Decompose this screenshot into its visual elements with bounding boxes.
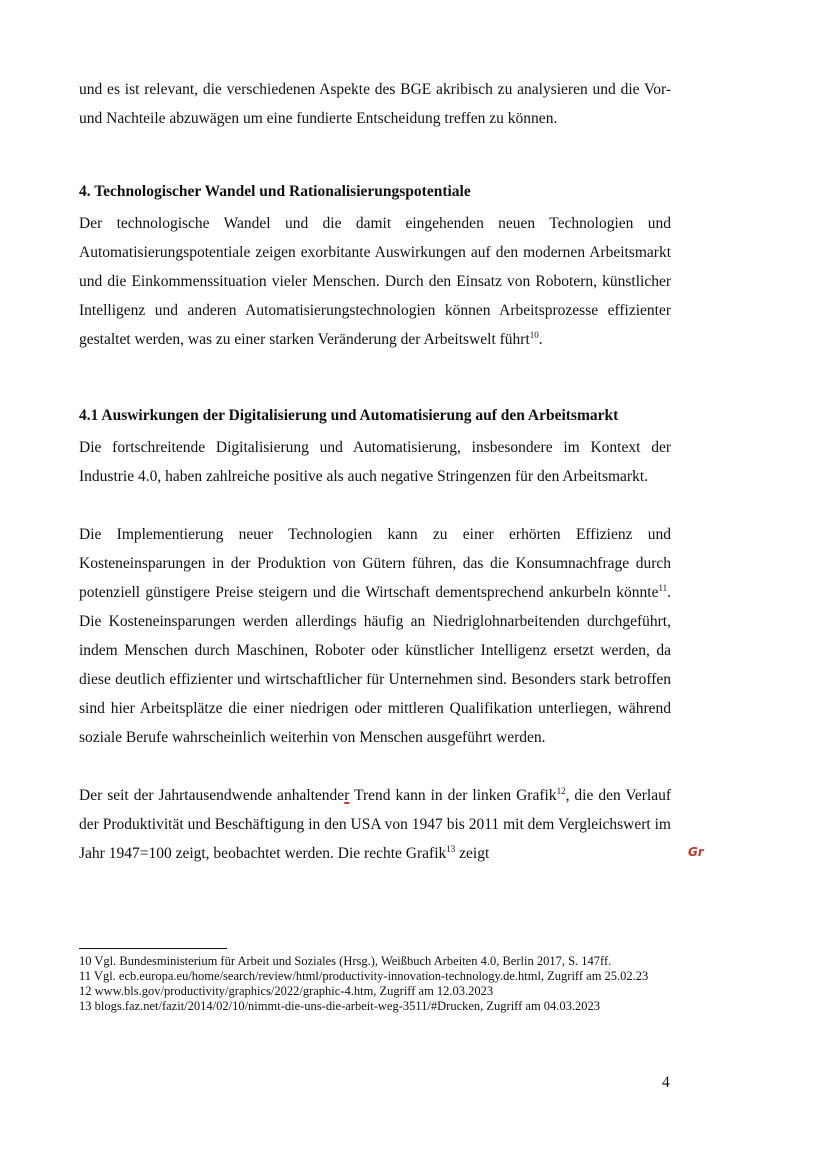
footnote-13: 13 blogs.faz.net/fazit/2014/02/10/nimmt-die-uns-die-arbeit-weg-3511/#Drucken, Zugriff am 04.03.2023: [79, 999, 601, 1013]
footnote-ref-11: 11: [658, 582, 668, 593]
section-4-1-paragraph-3: Der seit der Jahrtausendwende anhaltender Trend kann in der linken Grafik$^{12}$, die den Verlauf der Produktivität und Beschäftigung in den USA von 1947 bis 2011 mit dem Vergleichswert im Jahr 1947=100 zeigt, beobachtet werden. Die rechte Grafik$^{13}$ zeigt: [79, 785, 672, 862]
section-4-1-heading: 4.1 Auswirkungen der Digitalisierung und Automatisierung auf den Arbeitsmarkt: [79, 407, 619, 424]
footnote-12: 12 www.bls.gov/productivity/graphics/2022/graphic-4.htm, Zugriff am 12.03.2023: [79, 984, 494, 998]
correction-underline: r: [344, 787, 350, 804]
section-4-1-paragraph-2: Die Implementierung neuer Technologien kann zu einer erhörten Effizienz und Kosteneinsparungen in der Produktion von Gütern führen, das die Konsumnachfrage durch potenziell günstigere Preise steigern und die Wirtschaft dementsprechend ankurbeln könnte$^{11}$. Die Kosteneinsparungen werden allerdings häufig an Niedriglohnarbeitenden durchgeführt, indem Menschen durch Maschinen, Roboter oder künstlicher Intelligenz ersetzt werden, da diese deutlich effizienter und wirtschaftlicher für Unternehmen sind. Besonders stark betroffen sind hier Arbeitsplätze die einer niedrigen oder mittleren Qualifikation unterliegen, während soziale Berufe wahrscheinlich weiterhin von Menschen ausgeführt werden.: [79, 526, 671, 746]
intro-paragraph: und es ist relevant, die verschiedenen Aspekte des BGE akribisch zu analysieren und die Vor- und Nachteile abzuwägen um eine fundierte Entscheidung treffen zu können.: [79, 81, 671, 127]
section-4: [79, 180, 671, 354]
section-4-heading: 4. Technologischer Wandel und Rationalisierungspotentiale: [79, 183, 471, 200]
footnote-ref-13: 13: [446, 843, 456, 854]
footnote-11: 11 Vgl. ecb.europa.eu/home/search/review/html/productivity-innovation-technology.de.html, Zugriff am 25.02.23: [79, 969, 649, 983]
section-4-paragraph: Der technologische Wandel und die damit eingehenden neuen Technologien und Automatisierungspotentiale zeigen exorbitante Auswirkungen auf den modernen Arbeitsmarkt und die Einkommenssituation vieler Menschen. Durch den Einsatz von Robotern, künstlicher Intelligenz und anderen Automatisierungstechnologien können Arbeitsprozesse effizienter gestaltet werden, was zu einer starken Veränderung der Arbeitswelt führt$^{10}$.: [79, 215, 671, 348]
section-4-1: [79, 404, 671, 868]
footnote-10: 10 Vgl. Bundesministerium für Arbeit und Soziales (Hrsg.), Weißbuch Arbeiten 4.0, Berlin 2017, S. 147ff.: [79, 954, 612, 968]
footnotes: [79, 954, 671, 1014]
footnote-divider: [79, 948, 227, 949]
page-number: 4: [662, 1074, 670, 1091]
section-4-paragraph-text: Der technologische Wandel und die damit eingehenden neuen Technologien und Automatisierungspotentiale zeigen exorbitante Auswirkungen auf den modernen Arbeitsmarkt und die Einkommenssituation vieler Menschen. Durch den Einsatz von Robotern, künstlicher Intelligenz und anderen Automatisierungstechnologien können Arbeitsprozesse effizienter gestaltet werden, was zu einer starken Veränderung der Arbeitswelt führt: [79, 215, 671, 348]
section-4-1-paragraph-1: Die fortschreitende Digitalisierung und Automatisierung, insbesondere im Kontext der Industrie 4.0, haben zahlreiche positive als auch negative Stringenzen für den Arbeitsmarkt.: [79, 439, 671, 485]
intro-block: [79, 75, 671, 133]
footnote-ref-12: 12: [556, 785, 566, 796]
footnote-ref-10: 10: [529, 329, 539, 340]
margin-correction-note: Gr: [688, 845, 704, 859]
